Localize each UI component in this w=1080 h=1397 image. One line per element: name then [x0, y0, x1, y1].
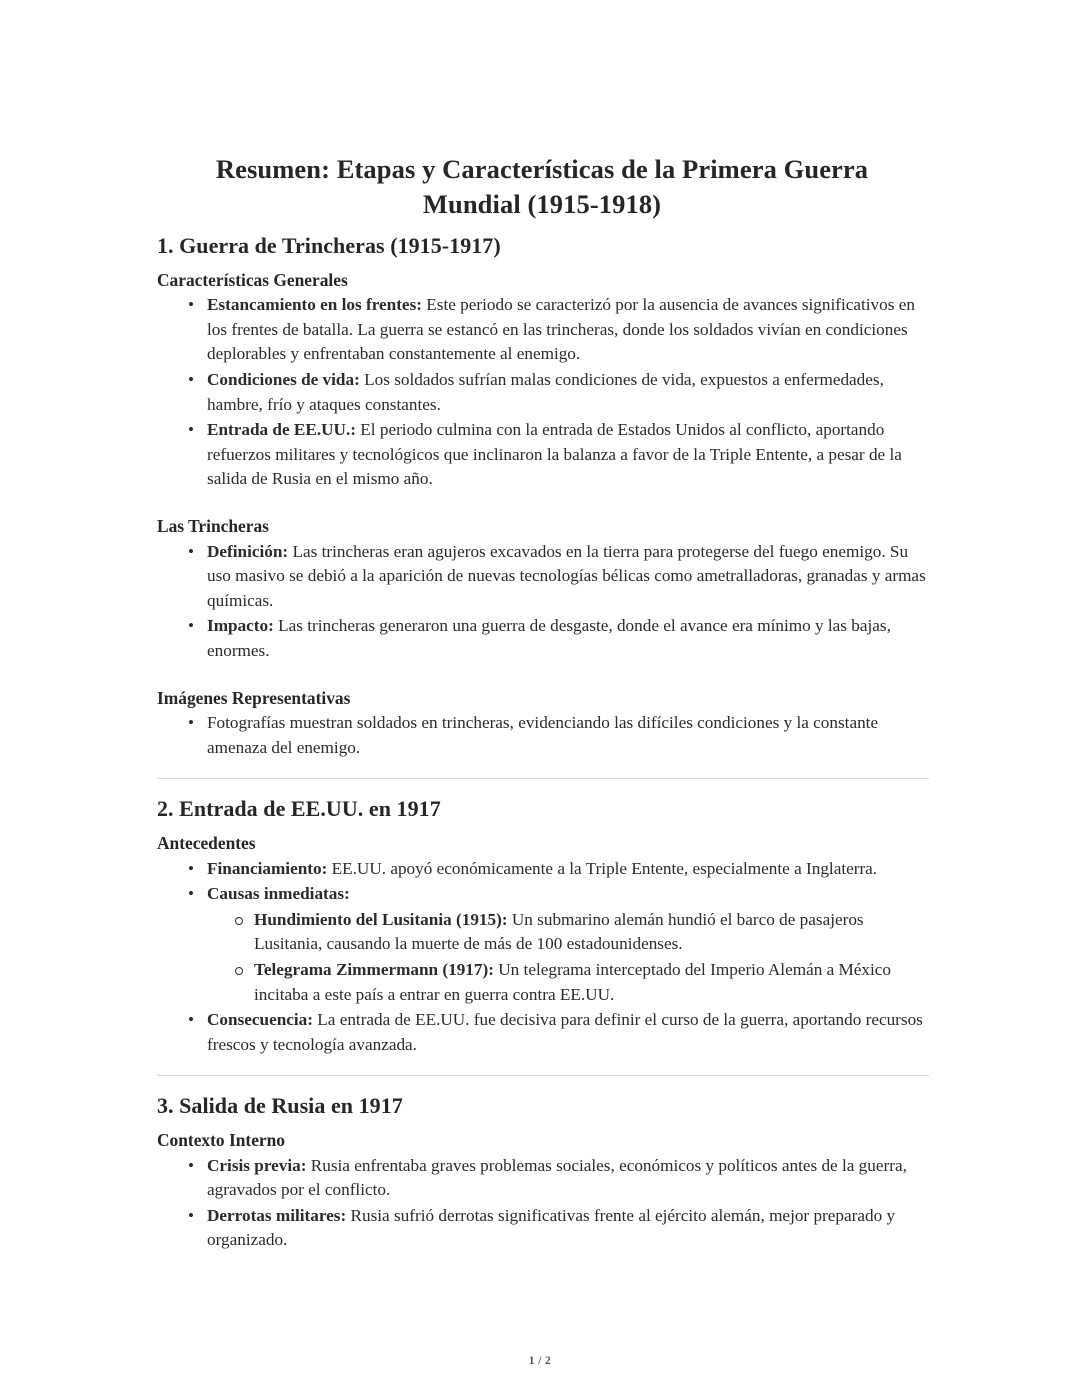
- list-item-text: Este periodo se caracterizó por la ausencia de avances significativos en los frentes de batalla. La guerra se estancó en las trincheras, donde los soldados vivían en condiciones deplorables y enfrentaban constantemente al enemigo.: [207, 295, 915, 364]
- list-item: [157, 368, 927, 417]
- list-item-lead: Entrada de EE.UU.:: [207, 420, 356, 440]
- list-item-lead: Financiamiento:: [207, 858, 328, 878]
- bullet-disc-icon: •: [188, 1205, 195, 1225]
- bullet-disc-icon: •: [188, 1155, 195, 1175]
- bullet-disc-icon: •: [188, 541, 195, 561]
- list-item: [157, 1204, 927, 1253]
- section-divider: [157, 1075, 929, 1076]
- bullet-disc-icon: •: [188, 369, 195, 389]
- bullet-circle-icon: [235, 917, 243, 925]
- list-item-lead: Definición:: [207, 541, 289, 561]
- bullet-list: [157, 1154, 927, 1253]
- list-item-text: Un submarino alemán hundió el barco de pasajeros Lusitania, causando la muerte de más de 100 estadounidenses.: [254, 909, 864, 954]
- subsection-heading-las-trincheras: Las Trincheras: [157, 515, 269, 536]
- list-item: [157, 540, 927, 614]
- list-item-text: Un telegrama interceptado del Imperio Alemán a México incitaba a este país a entrar en guerra contra EE.UU.: [254, 959, 892, 1004]
- list-item-lead: Causas inmediatas:: [207, 884, 350, 904]
- list-item: [157, 418, 927, 492]
- section-heading-3-salida-de-rusia-en-1917: 3. Salida de Rusia en 1917: [157, 1093, 403, 1119]
- list-item-text: El periodo culmina con la entrada de Estados Unidos al conflicto, aportando refuerzos militares y tecnológicos que inclinaron la balanza a favor de la Triple Entente, a pesar de la salida de Rusia en el mismo año.: [207, 420, 902, 489]
- list-item: [157, 614, 927, 663]
- list-item-text: EE.UU. apoyó económicamente a la Triple Entente, especialmente a Inglaterra.: [327, 858, 878, 878]
- page-number-footer: 1 / 2: [528, 1355, 552, 1367]
- spacer: [157, 494, 927, 507]
- list-item-text: Rusia enfrentaba graves problemas sociales, económicos y políticos antes de la guerra, agravados por el conflicto.: [207, 1155, 907, 1200]
- subsection-heading-caracteristicas-generales: Características Generales: [157, 269, 348, 290]
- list-item: [157, 857, 927, 882]
- nested-list-item: [207, 958, 927, 1007]
- list-item-lead: Hundimiento del Lusitania (1915):: [254, 909, 508, 929]
- list-item: [157, 1008, 927, 1057]
- list-item-lead: Impacto:: [207, 616, 274, 636]
- list-item-text: Rusia sufrió derrotas significativas frente al ejército alemán, mejor preparado y organizado.: [207, 1205, 896, 1250]
- list-item-lead: Crisis previa:: [207, 1155, 307, 1175]
- subsection-heading-antecedentes: Antecedentes: [157, 832, 256, 853]
- list-item-lead: Derrotas militares:: [207, 1205, 347, 1225]
- bullet-disc-icon: •: [188, 420, 195, 440]
- list-item-text: Las trincheras eran agujeros excavados en la tierra para protegerse del fuego enemigo. Su uso masivo se debió a la aparición de nuevas tecnologías bélicas como ametralladoras, granadas y armas químicas.: [207, 541, 926, 610]
- subsection-heading-contexto-interno: Contexto Interno: [157, 1129, 286, 1150]
- list-item-lead: Estancamiento en los frentes:: [207, 295, 422, 315]
- nested-list-item: [207, 908, 927, 957]
- list-item: [157, 1154, 927, 1203]
- list-item-text: Fotografías muestran soldados en trincheras, evidenciando las difíciles condiciones y la constante amenaza del enemigo.: [207, 713, 879, 757]
- bullet-list: [157, 857, 927, 1058]
- page-title: Resumen: Etapas y Características de la Primera Guerra Mundial (1915-1918): [215, 154, 869, 219]
- bullet-disc-icon: •: [188, 858, 195, 878]
- spacer: [157, 666, 927, 679]
- bullet-disc-icon: •: [188, 1010, 195, 1030]
- bullet-list: [157, 540, 927, 664]
- list-item-lead: Consecuencia:: [207, 1010, 313, 1030]
- list-item: [157, 882, 927, 1007]
- list-item: [157, 711, 927, 760]
- list-item: [157, 293, 927, 367]
- list-item-text: Las trincheras generaron una guerra de desgaste, donde el avance era mínimo y las bajas, enormes.: [207, 616, 891, 660]
- section-heading-2-entrada-de-ee-uu-en-1917: 2. Entrada de EE.UU. en 1917: [157, 796, 441, 822]
- list-item-text: La entrada de EE.UU. fue decisiva para definir el curso de la guerra, aportando recursos frescos y tecnología avanzada.: [207, 1010, 923, 1054]
- section-divider: [157, 778, 929, 779]
- list-item-lead: Condiciones de vida:: [207, 369, 360, 389]
- bullet-disc-icon: •: [188, 884, 195, 904]
- bullet-disc-icon: •: [188, 616, 195, 636]
- bullet-disc-icon: •: [188, 713, 195, 733]
- section-heading-1-guerra-de-trincheras-1915-1917: 1. Guerra de Trincheras (1915-1917): [157, 232, 501, 258]
- bullet-list: [157, 293, 927, 492]
- bullet-disc-icon: •: [188, 295, 195, 315]
- nested-bullet-list: [207, 908, 927, 1007]
- subsection-heading-imagenes-representativas: Imágenes Representativas: [157, 687, 351, 708]
- list-item-lead: Telegrama Zimmermann (1917):: [254, 959, 494, 979]
- bullet-circle-icon: [235, 967, 243, 975]
- sections-container: [157, 232, 927, 1253]
- document-body: [157, 152, 927, 1255]
- bullet-list: [157, 711, 927, 760]
- list-item-text: Los soldados sufrían malas condiciones de vida, expuestos a enfermedades, hambre, frío y ataques constantes.: [207, 369, 884, 414]
